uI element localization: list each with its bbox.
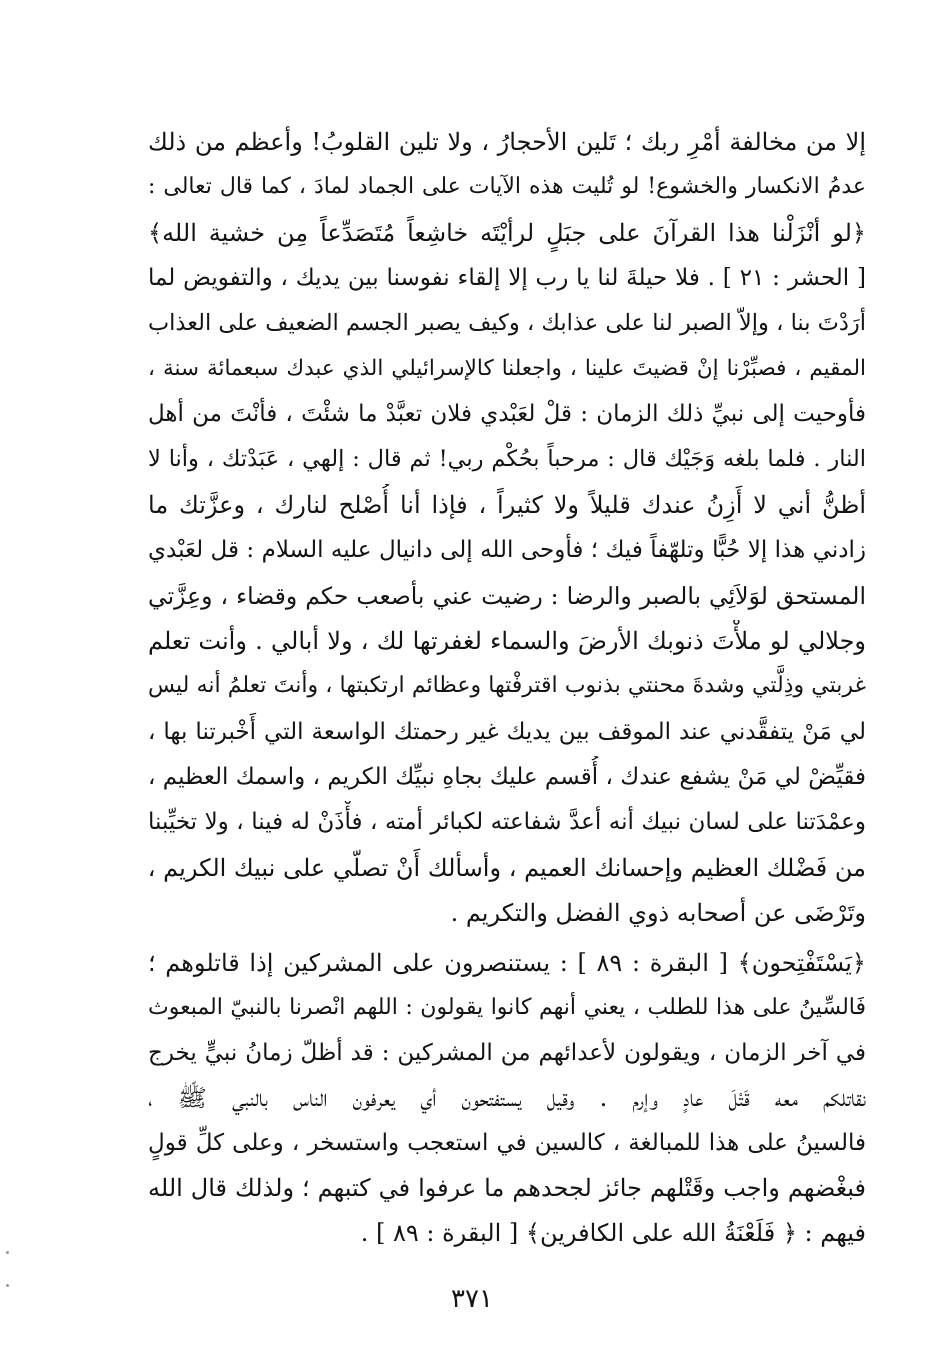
text-line: فقيِّضْ لي مَنْ يشفع عندك ، أُقسم عليك بجاهِ نبيِّك الكريم ، واسمك العظيم ،	[148, 763, 866, 790]
text-line: وتَرْضَى عن أصحابه ذوي الفضل والتكريم .	[450, 898, 866, 927]
text-line: ﴿يَسْتَفْتِحون﴾ [ البقرة : ٨٩ ] : يستنصرون على المشركين إذا قاتلوهم ؛	[148, 949, 866, 977]
text-line: غربتي وذِلَّتي وشدةَ محنتي بذنوب اقترفْتها وعظائم ارتكبتها ، وأنتَ تعلمُ أنه ليس	[148, 673, 866, 699]
text-line: نقاتلكم معه قَتْلَ عادٍ وإرم . وقيل يستفتحون أي يعرفون الناس بالنبي ﷺ ،	[148, 1084, 866, 1112]
text-line: فيهم : ﴿ فَلَعْنَةُ الله على الكافرين﴾ [ البقرة : ٨٩ ] .	[360, 1219, 866, 1247]
page-number: ٣٧١	[451, 1284, 493, 1314]
text-line: [ الحشر : ٢١ ] . فلا حيلةَ لنا يا رب إلا إلقاء نفوسنا بين يديك ، والتفويض لما	[148, 265, 866, 292]
text-line: فبغْضهم واجب وقَتْلهم جائز لجحدهم ما عرفوا في كتبهم ؛ ولذلك قال الله	[148, 1174, 866, 1202]
page-body	[148, 112, 866, 1352]
scan-edge-mark	[6, 1251, 9, 1254]
text-line: المقيم ، فصبِّرْنا إنْ قضيتَ علينا ، واجعلنا كالإسرائيلي الذي عبدك سبعمائة سنة ،	[148, 355, 866, 381]
text-line: زادني هذا إلا حُبًّا وتلهّفاً فيك ؛ فأوحى الله إلى دانيال عليه السلام : قل لعَبْدي	[148, 537, 866, 564]
text-line: وجلالي لو ملأْتَ ذنوبك الأرضَ والسماء لغفرتها لك ، ولا أبالي . وأنت تعلم	[148, 626, 866, 655]
text-line: فأوحيت إلى نبيِّ ذلك الزمان : قلْ لعَبْدي فلان تعبَّدْ ما شئْتَ ، فأنْتَ من أهل	[148, 401, 866, 428]
text-line: أرَدْتَ بنا ، وإلاّ الصبر لنا على عذابك ، وكيف يصبر الجسم الضعيف على العذاب	[148, 310, 866, 337]
text-line: عدمُ الانكسار والخشوع! لو تُليت هذه الآيات على الجماد لمادَ ، كما قال تعالى :	[148, 174, 866, 200]
text-line: أظنُّ أني لا أَزِنُ عندك قليلاً ولا كثيراً ، فإذا أنا أُصْلح لنارك ، وعزَّتك ما	[148, 490, 866, 519]
text-line: لي مَنْ يتفقَّدني عند الموقف بين يديك غير رحمتك الواسعة التي أَخْبرتنا بها ،	[148, 718, 866, 745]
scan-edge-mark	[6, 1284, 9, 1287]
text-line: المستحق لوَلاَئِي بالصبر والرضا : رضيت عني بأصعب حكم وقضاء ، وعِزَّتي	[148, 581, 866, 610]
text-line: وعمْدَتنا على لسان نبيك أنه أعدَّ شفاعته لكبائر أمته ، فأْذَنْ له فينا ، ولا تخيِّبنا	[148, 809, 866, 836]
text-line: فَالسِّينُ على هذا للطلب ، يعني أنهم كانوا يقولون : اللهم انْصرنا بالنبيّ المبعوث	[148, 995, 866, 1020]
text-line: إلا من مخالفة أمْرِ ربك ؛ تَلين الأحجارُ ، ولا تلين القلوبُ! وأعظم من ذلك	[148, 128, 866, 156]
text-line: في آخر الزمان ، ويقولون لأعدائهم من المشركين : قد أظلّ زمانُ نبيٍّ يخرج	[148, 1040, 866, 1066]
text-line: ﴿لو أنْزَلْنا هذا القرآنَ على جبَلٍ لرأيْتَه خاشِعاً مُتَصَدِّعاً مِن خشية الله﴾	[148, 218, 866, 247]
text-line: من فَضْلك العظيم وإحسانك العميم ، وأسألك أَنْ تصلّي على نبيك الكريم ،	[148, 853, 866, 882]
text-line: فالسينُ على هذا للمبالغة ، كالسين في استعجب واستسخر ، وعلى كلِّ قولٍ	[148, 1130, 866, 1156]
text-line: النار . فلما بلغه وَجَيْك قال : مرحباً بحُكْم ربي! ثم قال : إلهي ، عَبَدْتك ، وأنا لا	[148, 446, 866, 473]
